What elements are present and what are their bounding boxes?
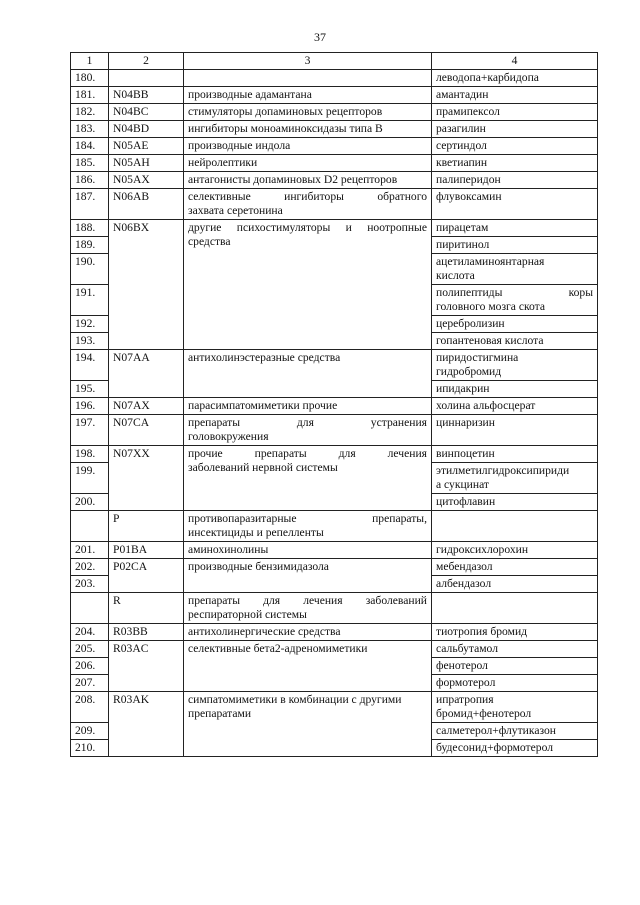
drug-name-line: ацетиламиноянтарная	[436, 255, 545, 268]
row-number: 191.	[71, 285, 109, 316]
atc-code: N04BC	[109, 104, 184, 121]
drug-name	[432, 254, 598, 285]
group-name: антихолинергические средства	[184, 624, 432, 641]
table-row	[71, 220, 598, 237]
table-row	[71, 155, 598, 172]
drug-name: винпоцетин	[432, 446, 598, 463]
group-name-line: захвата серетонина	[188, 204, 283, 217]
group-name-line: заболеваний нервной системы	[188, 461, 338, 474]
table-row	[71, 121, 598, 138]
drug-name-line: головного мозга скота	[436, 300, 546, 313]
column-header: 1	[71, 53, 109, 70]
group-name-line: головокружения	[188, 430, 269, 443]
row-number: 192.	[71, 316, 109, 333]
drug-name	[432, 692, 598, 723]
group-name	[184, 692, 432, 757]
group-name	[184, 593, 432, 624]
drug-name: пирацетам	[432, 220, 598, 237]
row-number: 210.	[71, 740, 109, 757]
atc-code: N05AX	[109, 172, 184, 189]
drug-name: цитофлавин	[432, 494, 598, 511]
row-number: 197.	[71, 415, 109, 446]
atc-code: N05AE	[109, 138, 184, 155]
row-number: 185.	[71, 155, 109, 172]
atc-code: R03AK	[109, 692, 184, 757]
row-number: 193.	[71, 333, 109, 350]
atc-code: R03BB	[109, 624, 184, 641]
group-name-line: другие психостимуляторы и ноотропные	[188, 221, 427, 234]
drug-name: леводопа+карбидопа	[432, 70, 598, 87]
drug-name: циннаризин	[432, 415, 598, 446]
drug-name	[432, 463, 598, 494]
drug-name: гидроксихлорохин	[432, 542, 598, 559]
drug-name	[432, 350, 598, 381]
table-row	[71, 624, 598, 641]
drug-name: пиритинол	[432, 237, 598, 254]
drug-name-line: ипратропия	[436, 693, 494, 706]
atc-code: N07CA	[109, 415, 184, 446]
row-number: 181.	[71, 87, 109, 104]
section-row	[71, 511, 598, 542]
drug-name-line: а сукцинат	[436, 478, 489, 491]
row-number: 190.	[71, 254, 109, 285]
table-row	[71, 415, 598, 446]
row-number	[71, 593, 109, 624]
atc-code: N07AA	[109, 350, 184, 398]
page-number: 37	[314, 30, 326, 44]
atc-code: N06AB	[109, 189, 184, 220]
drug-name: формотерол	[432, 675, 598, 692]
atc-code: N05AH	[109, 155, 184, 172]
row-number: 180.	[71, 70, 109, 87]
drug-name: амантадин	[432, 87, 598, 104]
atc-code: R	[109, 593, 184, 624]
drug-name: церебролизин	[432, 316, 598, 333]
row-number	[71, 511, 109, 542]
row-number: 187.	[71, 189, 109, 220]
table-row	[71, 542, 598, 559]
group-name	[184, 220, 432, 350]
row-number: 189.	[71, 237, 109, 254]
group-name	[184, 446, 432, 511]
group-name-line: противопаразитарные препараты,	[188, 512, 427, 525]
atc-code: N04BB	[109, 87, 184, 104]
drug-name	[432, 593, 598, 624]
drug-name	[432, 285, 598, 316]
table-row	[71, 350, 598, 381]
atc-code: N07AX	[109, 398, 184, 415]
drug-name-line: бромид+фенотерол	[436, 707, 532, 720]
drug-name: сертиндол	[432, 138, 598, 155]
table-row	[71, 172, 598, 189]
group-name	[184, 189, 432, 220]
group-name-line: прочие препараты для лечения	[188, 447, 427, 460]
row-number: 186.	[71, 172, 109, 189]
group-name	[184, 511, 432, 542]
table-row	[71, 692, 598, 723]
group-name: антихолинэстеразные средства	[184, 350, 432, 398]
row-number: 204.	[71, 624, 109, 641]
row-number: 202.	[71, 559, 109, 576]
group-name: парасимпатомиметики прочие	[184, 398, 432, 415]
drug-name: разагилин	[432, 121, 598, 138]
drug-name: холина альфосцерат	[432, 398, 598, 415]
row-number: 195.	[71, 381, 109, 398]
row-number: 209.	[71, 723, 109, 740]
group-name: нейролептики	[184, 155, 432, 172]
group-name	[184, 70, 432, 87]
column-header: 4	[432, 53, 598, 70]
column-header: 2	[109, 53, 184, 70]
table-row	[71, 87, 598, 104]
drug-name: прамипексол	[432, 104, 598, 121]
atc-code: P02CA	[109, 559, 184, 593]
group-name-line: препараты для лечения заболеваний	[188, 594, 427, 607]
atc-code: N07XX	[109, 446, 184, 511]
table-row	[71, 559, 598, 576]
section-row	[71, 593, 598, 624]
table-row	[71, 138, 598, 155]
row-number: 205.	[71, 641, 109, 658]
table-row	[71, 398, 598, 415]
group-name-line: препараты для устранения	[188, 416, 427, 429]
row-number: 201.	[71, 542, 109, 559]
group-name: антагонисты допаминовых D2 рецепторов	[184, 172, 432, 189]
row-number: 208.	[71, 692, 109, 723]
row-number: 194.	[71, 350, 109, 381]
atc-code: N04BD	[109, 121, 184, 138]
group-name: селективные бета2-адреномиметики	[184, 641, 432, 692]
drug-name: ипидакрин	[432, 381, 598, 398]
table-row	[71, 641, 598, 658]
row-number: 184.	[71, 138, 109, 155]
drug-name-line: гидробромид	[436, 365, 502, 378]
row-number: 196.	[71, 398, 109, 415]
row-number: 206.	[71, 658, 109, 675]
row-number: 200.	[71, 494, 109, 511]
row-number: 183.	[71, 121, 109, 138]
drug-name-line: этилметилгидроксипириди	[436, 464, 570, 477]
drug-name	[432, 511, 598, 542]
group-name: ингибиторы моноаминоксидазы типа В	[184, 121, 432, 138]
drug-name: албендазол	[432, 576, 598, 593]
group-name-line: препаратами	[188, 707, 252, 720]
atc-code: P	[109, 511, 184, 542]
drug-name: кветиапин	[432, 155, 598, 172]
group-name-line: респираторной системы	[188, 608, 307, 621]
drug-name: будесонид+формотерол	[432, 740, 598, 757]
group-name	[184, 415, 432, 446]
group-name: стимуляторы допаминовых рецепторов	[184, 104, 432, 121]
atc-code: N06BX	[109, 220, 184, 350]
table-header-row	[71, 53, 598, 70]
drug-name: сальбутамол	[432, 641, 598, 658]
row-number: 182.	[71, 104, 109, 121]
table-row	[71, 189, 598, 220]
table-row	[71, 104, 598, 121]
drug-name: флувоксамин	[432, 189, 598, 220]
atc-code: R03AC	[109, 641, 184, 692]
row-number: 198.	[71, 446, 109, 463]
drug-name: тиотропия бромид	[432, 624, 598, 641]
row-number: 207.	[71, 675, 109, 692]
drug-name: фенотерол	[432, 658, 598, 675]
group-name: производные индола	[184, 138, 432, 155]
table-row	[71, 70, 598, 87]
group-name-line: селективные ингибиторы обратного	[188, 190, 427, 203]
atc-code: P01BA	[109, 542, 184, 559]
group-name-line: средства	[188, 235, 231, 248]
drug-name-line: пиридостигмина	[436, 351, 519, 364]
atc-code	[109, 70, 184, 87]
drug-name-line: полипептиды коры	[436, 286, 593, 299]
drug-name: палиперидон	[432, 172, 598, 189]
row-number: 203.	[71, 576, 109, 593]
drug-name: гопантеновая кислота	[432, 333, 598, 350]
column-header: 3	[184, 53, 432, 70]
group-name: производные адамантана	[184, 87, 432, 104]
drug-name: салметерол+флутиказон	[432, 723, 598, 740]
medication-table	[70, 52, 598, 757]
table-row	[71, 446, 598, 463]
drug-name: мебендазол	[432, 559, 598, 576]
group-name: производные бензимидазола	[184, 559, 432, 593]
group-name: аминохинолины	[184, 542, 432, 559]
row-number: 188.	[71, 220, 109, 237]
group-name-line: инсектициды и репелленты	[188, 526, 324, 539]
drug-name-line: кислота	[436, 269, 475, 282]
row-number: 199.	[71, 463, 109, 494]
group-name-line: симпатомиметики в комбинации с другими	[188, 693, 402, 706]
